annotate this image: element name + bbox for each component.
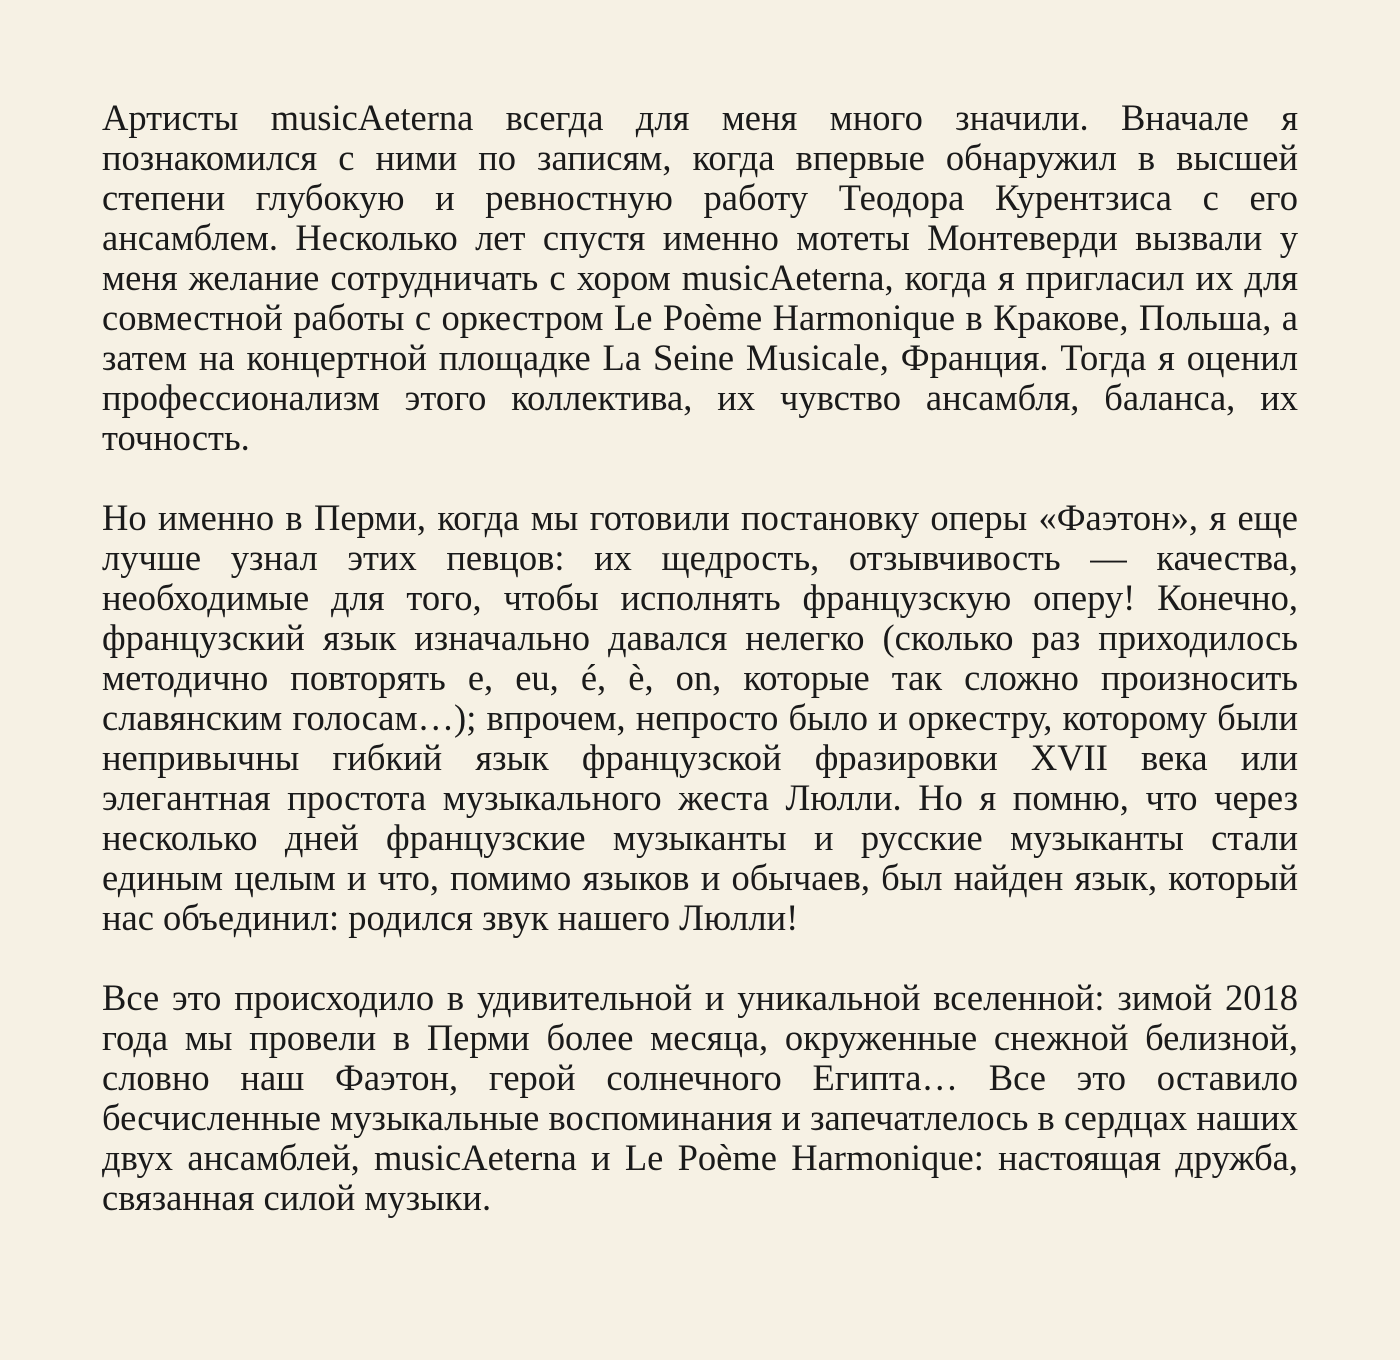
paragraph-3: Все это происходило в удивительной и уникальной вселенной: зимой 2018 года мы провели в Перми более месяца, окруженные снежной белизной, словно наш Фаэтон, герой солнечного Египта… Все это оставило бесчисленные музыкальные воспоминания и запечатлелось в сердцах наших двух ансамблей, musicAeterna и Le Poème Harmonique: настоящая дружба, связанная силой музыки. xyxy=(102,977,1298,1218)
paragraph-2: Но именно в Перми, когда мы готовили постановку оперы «Фаэтон», я еще лучше узнал этих певцов: их щедрость, отзывчивость — качества, необходимые для того, чтобы исполнять французскую оперу! Конечно, французский язык изначально давался нелегко (сколько раз приходилось методично повторять e, eu, é, è, on, которые так сложно произносить славянским голосам…); впрочем, непросто было и оркестру, которому были непривычны гибкий язык французской фразировки XVII века или элегантная простота музыкального жеста Люлли. Но я помню, что через несколько дней французские музыканты и русские музыканты стали единым целым и что, помимо языков и обычаев, был найден язык, который нас объединил: родился звук нашего Люлли! xyxy=(102,497,1298,938)
body-text xyxy=(102,98,1298,1258)
paragraph-1: Артисты musicAeterna всегда для меня много значили. Вначале я познакомился с ними по записям, когда впервые обнаружил в высшей степени глубокую и ревностную работу Теодора Курентзиса с его ансамблем. Несколько лет спустя именно мотеты Монтеверди вызвали у меня желание сотрудничать с хором musicAeterna, когда я пригласил их для совместной работы с оркестром Le Poème Harmonique в Кракове, Польша, а затем на концертной площадке La Seine Musicale, Франция. Тогда я оценил профессионализм этого коллектива, их чувство ансамбля, баланса, их точность. xyxy=(102,97,1298,458)
